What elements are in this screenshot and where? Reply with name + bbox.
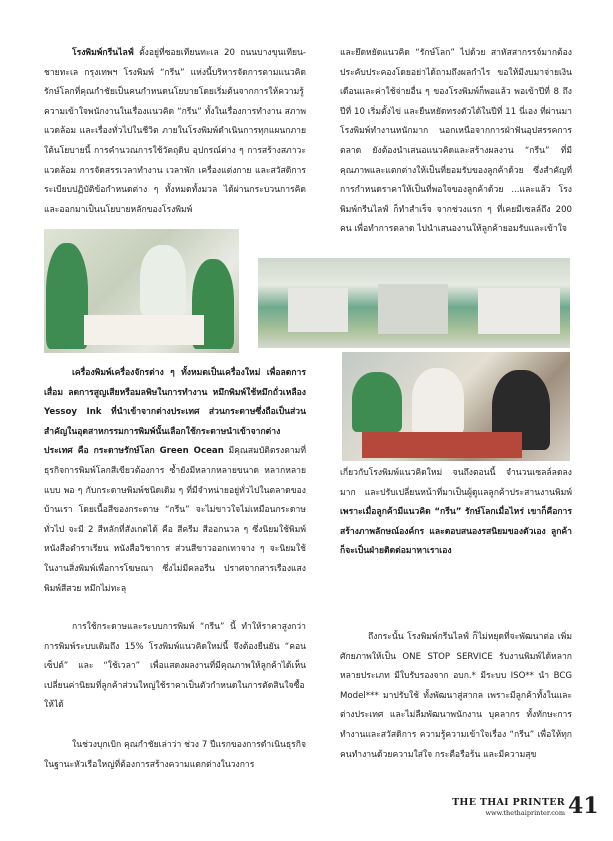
pioneer-paragraph: ในช่วงบุกเบิก คุณกำชัยเล่าว่า ช่วง 7 ปีแรกของการดำเนินธุรกิจ ในฐานะหัวเรือใหญ่ที่ต้องการสร้างความแตกต่างในวงการ bbox=[44, 740, 306, 770]
intro-lead: โรงพิมพ์กรีนไลฟ์ bbox=[72, 48, 134, 58]
machines-paragraph bbox=[44, 364, 306, 599]
col1-top-text bbox=[44, 44, 306, 220]
photo-press bbox=[288, 288, 348, 332]
photo-press bbox=[378, 284, 448, 334]
col2-top-text bbox=[340, 44, 572, 240]
col2-p3-text bbox=[340, 628, 572, 765]
magazine-url: www.thethaiprinter.com bbox=[485, 809, 565, 817]
col1-p3-text bbox=[44, 618, 306, 716]
intro-body: ตั้งอยู่ที่ซอยเทียนทะเล 20 ถนนบางขุนเทียน-ชายทะเล กรุงเทพฯ โรงพิมพ์ “กรีน” แห่งนี้บริหารจัดการตามแนวคิดรักษ์โลกที่คุณกำชัยเป็นคนกำหนดนโยบายโดยเริ่มต้นจากการให้ความรู้ความเข้าใจพนักงานในเรื่องแนวคิด “กรีน” ทั้งในเรื่องการทำงาน สภาพแวดล้อม และเรื่องทั่วไปในชีวิต ภายในโรงพิมพ์ดำเนินการทุกแผนกภายใต้นโยบายนี้ การคำนวณการใช้วัตถุดิบ อุปกรณ์ต่าง ๆ การสร้างสภาวะแวดล้อม การจัดสรรเวลาทำงาน เวลาพัก เครื่องแต่งกาย และสวัสดิการ ระเบียบปฏิบัติข้อกำหนดต่าง ๆ ทั้งหมดทั้งมวล ได้ผ่านกระบวนการคิด และออกมาเป็นนโยบายหลักของโรงพิมพ์ bbox=[44, 48, 306, 215]
magazine-name: THE THAI PRINTER bbox=[452, 797, 565, 808]
photo-quality-check bbox=[342, 352, 570, 461]
photo-press bbox=[478, 288, 560, 334]
intro-paragraph bbox=[44, 44, 306, 220]
col2-mid-text bbox=[340, 464, 572, 562]
page-number: 41 bbox=[568, 793, 599, 819]
machines-lead: เครื่องพิมพ์เครื่องจักรต่าง ๆ ทั้งหมดเป็นเครื่องใหม่ เพื่อลดการเสื่อม ลดการสูญเสียหรือมลพิษในการทำงาน หมึกพิมพ์ใช้หมึกถั่วเหลือง Yessoy Ink ที่นำเข้าจากต่างประเทศ ส่วนกระดาษซึ่งถือเป็นส่วนสำคัญในอุตสาหกรรมการพิมพ์นั้นเลือกใช้กระดาษนำเข้าจากต่างประเทศ คือ กระดาษรักษ์โลก Green Ocean bbox=[44, 368, 306, 457]
photo-figure bbox=[412, 368, 464, 434]
price-paragraph: การใช้กระดาษและระบบการพิมพ์ “กรีน” นี้ ทำให้ราคาสูงกว่าการพิมพ์ระบบเดิมถึง 15% โรงพิมพ์แนวคิดใหม่นี้ จึงต้องยืนยัน “คอนเซ็ปต์” และ “ใช้เวลา” เพื่อแสดงผลงานที่มีคุณภาพให้ลูกค้าได้เห็น เปลี่ยนค่านิยมที่ลูกค้าส่วนใหญ่ใช้ราคาเป็นตัวกำหนดในการตัดสินใจซื้อให้ได้ bbox=[44, 622, 306, 711]
sales-bold: เพราะเมื่อลูกค้ามีแนวคิด “กรีน” รักษ์โลกเมื่อไหร่ เขาก็คือการสร้างภาพลักษณ์องค์กร และตอบสนองรสนิยมของตัวเอง ลูกค้าก็จะเป็นฝ่ายติดต่อมาหาเราเอง bbox=[340, 507, 572, 557]
machines-body: มีคุณสมบัติตรงตามที่ธุรกิจการพิมพ์โลกสีเขียวต้องการ ซ้ำยังมีหลากหลายขนาด หลากหลายแบบ พอ ๆ กับกระดาษพิมพ์ชนิดเดิม ๆ ที่มีจำหน่ายอยู่ทั่วไปในตลาดของบ้านเรา โดยเนื้อสีของกระดาษ “กรีน” จะไม่ขาวใจไม่เหมือนกระดาษทั่วไป จะมี 2 สีหลักที่สังเกตได้ คือ สีครีม สีออกนวล ๆ ซึ่งนิยมใช้พิมพ์หนังสือตำราเรียน หนังสือวิชาการ ส่วนสีขาวออกเทาจาง ๆ จะนิยมใช้ในงานสิ่งพิมพ์เพื่อการโฆษณา ซึ่งไม่มีคลอรีน ปราศจากสารเรืองแสงพิมพ์สีสวย หมึกไม่ทะลุ bbox=[44, 446, 306, 594]
sales-paragraph bbox=[340, 464, 572, 562]
col1-mid-text bbox=[44, 364, 306, 599]
photo-table bbox=[84, 315, 204, 345]
photo-figure bbox=[46, 243, 88, 349]
photo-prints bbox=[362, 432, 522, 458]
col2-top-paragraph: และยึดหยัดแนวคิด “รักษ์โลก” ไปด้วย สาหัสสากรรจ์มากต้องประคับประคองโดยอย่าได้ถามถึงผลกำไร ขอให้มีงบมาจ่ายเงินเดือนและค่าใช้จ่ายอื่น ๆ ของโรงพิมพ์ก็พอแล้ว พอเข้าปีที่ 8 ถึงปีที่ 10 เริ่มตั้งไข่ และยืนหยัดทรงตัวได้ในปีที่ 11 นี่เอง ที่ผ่านมาโรงพิมพ์ทำงานหนักมาก นอกเหนือจากการฝ่าฟันอุปสรรคการตลาด ยังต้องนำเสนอแนวคิดและสร้างผลงาน “กรีน” ที่มีคุณภาพและแตกต่างให้เป็นที่ยอมรับของลูกค้าด้วย ซึ่งสำคัญที่การกำหนดราคาให้เป็นที่พอใจของลูกค้าด้วย ...และแล้ว โรงพิมพ์กรีนไลฟ์ ก็ทำสำเร็จ จากช่วงแรก ๆ ที่เคยมีเซลล์ถึง 200 คน เพื่อทำการตลาด ไปนำเสนองานให้ลูกค้ายอมรับและเข้าใจ bbox=[340, 48, 572, 235]
photo-figure bbox=[352, 372, 402, 432]
photo-factory-floor bbox=[258, 258, 570, 348]
photo-staff-working bbox=[44, 229, 239, 353]
service-paragraph: ถึงกระนั้น โรงพิมพ์กรีนไลฟ์ ก็ไม่หยุดที่จะพัฒนาต่อ เพิ่มศักยภาพให้เป็น ONE STOP SERVICE รับงานพิมพ์ได้หลากหลายประเภท มีใบรับรองจาก อบก.* มีระบบ ISO** นำ BCG Model*** มาปรับใช้ ทั้งพัฒนาสู่สากล เพราะมีลูกค้าทั้งในและต่างประเทศ และไม่ลืมพัฒนาพนักงาน บุคลากร ทั้งทักษะการทำงานและสวัสดิการ ความรู้ความเข้าใจเรื่อง “กรีน” เพื่อให้ทุกคนทำงานด้วยความใส่ใจ กระตือรือร้น และมีความสุข bbox=[340, 632, 572, 760]
col1-p4-text bbox=[44, 736, 306, 775]
sales-body: เกี่ยวกับโรงพิมพ์แนวคิดใหม่ จนถึงตอนนี้ จำนวนเซลล์ลดลงมาก และปรับเปลี่ยนหน้าที่มาเป็นผู้ดูแลลูกค้าประสานงานพิมพ์ bbox=[340, 468, 572, 498]
photo-figure bbox=[140, 245, 186, 315]
